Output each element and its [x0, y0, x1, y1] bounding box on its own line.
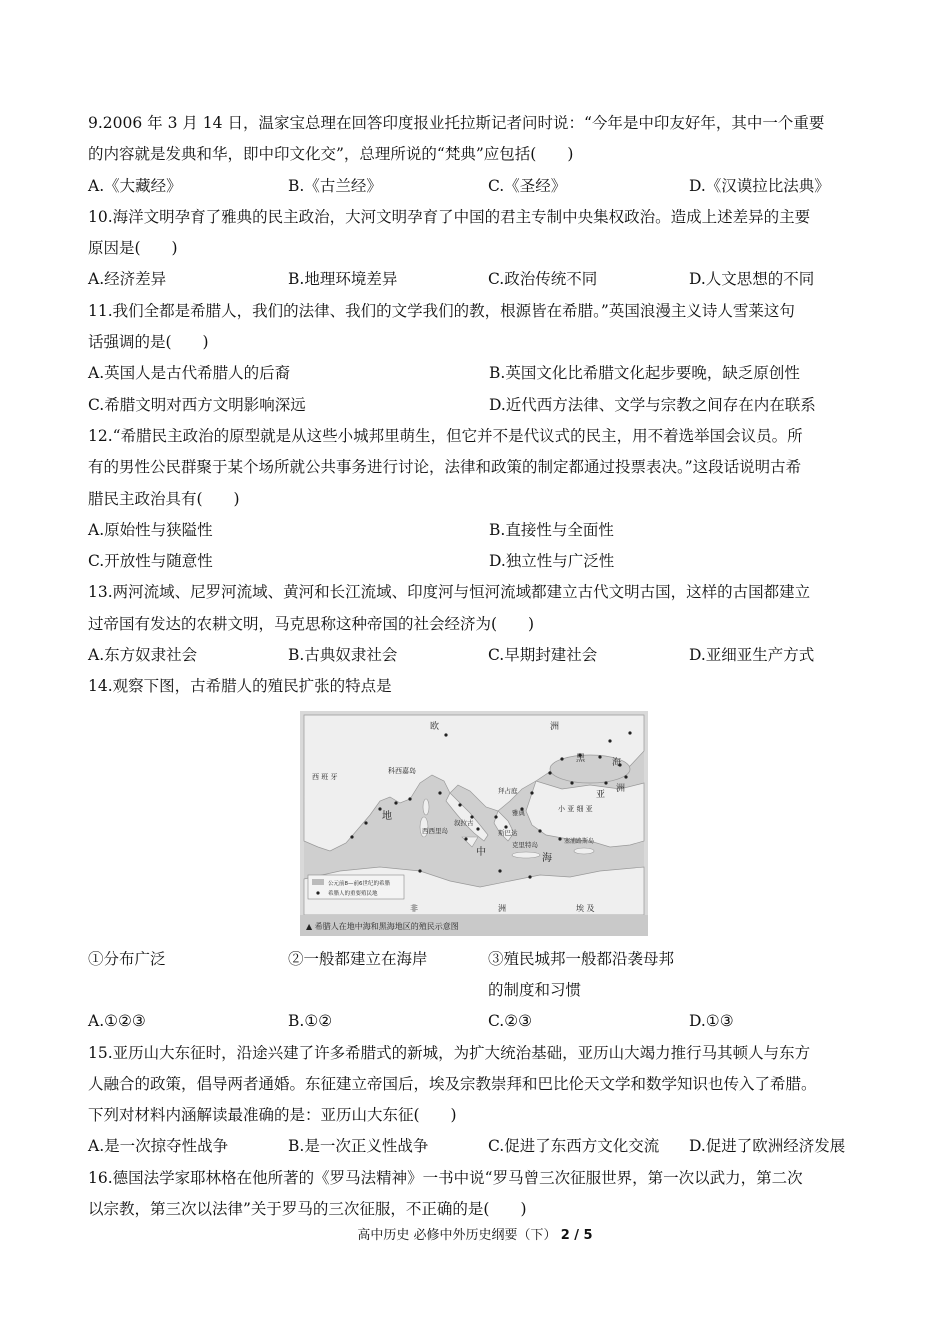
label-corsica: 科西嘉岛 [388, 766, 416, 775]
q9-option-c: C.《圣经》 [488, 176, 567, 195]
q14-line1: 14.观察下图，古希腊人的殖民扩张的特点是 [88, 677, 392, 696]
q12-option-c: C.开放性与随意性 [88, 552, 213, 571]
q13-option-c: C.早期封建社会 [488, 646, 598, 665]
q12-options-row2 [88, 546, 868, 577]
q13-line2: 过帝国有发达的农耕文明，马克思称这种帝国的社会经济为( ) [88, 614, 535, 633]
q14-option-a: A.①②③ [88, 1012, 146, 1031]
q15-option-d: D.促进了欧洲经济发展 [689, 1137, 846, 1156]
q12-options-row1 [88, 515, 868, 546]
label-crete: 克里特岛 [512, 840, 538, 849]
label-black-sea1: 黑 [576, 753, 586, 764]
label-asia1: 亚 [596, 789, 606, 800]
footer-title: 高中历史 必修中外历史纲要（下） [357, 1228, 557, 1243]
q15-line1: 15.亚历山大东征时，沿途兴建了许多希腊式的新城，为扩大统治基础，亚历山大竭力推行马其顿人与东方 [88, 1043, 811, 1062]
q10-option-b: B.地理环境差异 [288, 270, 398, 289]
q11-option-c: C.希腊文明对西方文明影响深远 [88, 395, 306, 414]
q11-line2: 话强调的是( ) [88, 333, 209, 352]
q11-line1: 11.我们全都是希腊人，我们的法律、我们的文学我们的教，根源皆在希腊。”英国浪漫主义诗人雪莱这句 [88, 301, 795, 320]
label-cyprus: 塞浦路斯岛 [564, 837, 595, 845]
q10-options [88, 264, 868, 295]
q13-option-a: A.东方奴隶社会 [88, 646, 198, 665]
q12-line2: 有的男性公民群聚于某个场所就公共事务进行讨论，法律和政策的制定都通过投票表决。”这段话说明古希 [88, 458, 802, 477]
q12-line1: 12.“希腊民主政治的原型就是从这些小城邦里萌生，但它并不是代议式的民主，用不着选举国会议员。所 [88, 426, 803, 445]
q9-line2: 的内容就是发典和华，即中印文化交”，总理所说的“梵典”应包括( ) [88, 145, 574, 164]
page-footer [0, 1224, 950, 1243]
q15-options [88, 1131, 868, 1162]
q10-option-d: D.人文思想的不同 [689, 270, 815, 289]
q15-option-a: A.是一次掠夺性战争 [88, 1137, 229, 1156]
q10-option-a: A.经济差异 [88, 270, 167, 289]
legend-item-1: 公元前8—前6世纪的希腊 [328, 880, 390, 887]
label-egypt: 埃 及 [576, 903, 595, 913]
q10-option-c: C.政治传统不同 [488, 270, 598, 289]
label-med3: 海 [542, 852, 552, 864]
label-spain: 西 班 牙 [312, 772, 338, 781]
q15-line3: 下列对材料内涵解读最准确的是：亚历山大东征( ) [88, 1106, 457, 1125]
q14-choice-1: ①分布广泛 [88, 949, 166, 968]
q9-option-d: D.《汉谟拉比法典》 [689, 176, 830, 195]
q14-choices [88, 944, 868, 1007]
q12-option-a: A.原始性与狭隘性 [88, 520, 213, 539]
q13-options [88, 640, 868, 671]
label-black-sea2: 海 [612, 757, 622, 768]
exam-page [88, 108, 868, 1225]
legend-swatch-area [312, 879, 324, 885]
label-sicily: 西西里岛 [422, 826, 448, 835]
q12-option-b: B.直接性与全面性 [489, 520, 614, 539]
label-athens: 雅典 [512, 808, 525, 817]
q16-line2: 以宗教，第三次以法律”关于罗马的三次征服，不正确的是( ) [88, 1200, 527, 1219]
q13-line1: 13.两河流域、尼罗河流域、黄河和长江流域、印度河与恒河流域都建立古代文明古国，这样的古国都建立 [88, 583, 811, 602]
q11-options-row1 [88, 358, 868, 389]
label-europe2: 洲 [550, 721, 560, 732]
q9-line1: 9.2006 年 3 月 14 日，温家宝总理在回答印度报业托拉斯记者问时说：“今年是中印友好年，其中一个重要 [88, 114, 825, 132]
crete-island [512, 852, 540, 858]
q14-choice-3: ③殖民城邦一般都沿袭母邦的制度和习惯 [488, 949, 675, 999]
label-sparta: 斯巴达 [498, 828, 518, 837]
legend-swatch-dot [316, 891, 319, 894]
label-asia-minor: 小 亚 细 亚 [558, 804, 593, 813]
q15-option-c: C.促进了东西方文化交流 [488, 1137, 660, 1156]
q14-option-d: D.①③ [689, 1012, 734, 1031]
q11-options-row2 [88, 390, 868, 421]
q14-options [88, 1006, 868, 1037]
q9-option-a: A.《大藏经》 [88, 176, 182, 195]
corsica-island [423, 799, 429, 815]
q11-option-a: A.英国人是古代希腊人的后裔 [88, 364, 291, 383]
q14-option-b: B.①② [288, 1012, 333, 1031]
q10-line1: 10.海洋文明孕育了雅典的民主政治，大河文明孕育了中国的君主专制中央集权政治。造成上述差异的主要 [88, 207, 811, 226]
label-europe1: 欧 [430, 721, 440, 732]
q16-line1: 16.德国法学家耶林格在他所著的《罗马法精神》一书中说“罗马曾三次征服世界，第一次以武力，第二次 [88, 1168, 803, 1187]
q9-options [88, 171, 868, 202]
label-byzantium: 拜占庭 [498, 786, 518, 795]
q15-option-b: B.是一次正义性战争 [288, 1137, 429, 1156]
q9-option-b: B.《古兰经》 [288, 176, 382, 195]
q15-line2: 人融合的政策，倡导两者通婚。东征建立帝国后，埃及宗教崇拜和巴比伦天文学和数学知识也传入了希腊。 [88, 1074, 817, 1093]
label-asia2: 洲 [616, 783, 626, 794]
label-med1: 地 [382, 810, 392, 822]
label-med2: 中 [476, 846, 486, 858]
map-caption: ▲ 希腊人在地中海和黑海地区的殖民示意图 [306, 921, 459, 931]
q11-option-b: B.英国文化比希腊文化起步要晚，缺乏原创性 [489, 364, 800, 383]
label-africa2: 洲 [498, 903, 506, 913]
q13-option-b: B.古典奴隶社会 [288, 646, 398, 665]
cyprus-island [574, 848, 594, 854]
q14-option-c: C.②③ [488, 1012, 533, 1031]
q10-line2: 原因是( ) [88, 239, 178, 258]
label-africa1: 非 [410, 903, 418, 913]
map-svg [300, 711, 648, 936]
label-syracuse: 叙拉古 [454, 818, 474, 827]
legend-item-2: 希腊人的重要殖民地 [328, 890, 378, 897]
q13-option-d: D.亚细亚生产方式 [689, 646, 815, 665]
colonization-map [300, 711, 648, 936]
q11-option-d: D.近代西方法律、文学与宗教之间存在内在联系 [489, 395, 816, 414]
q14-choice-2: ②一般都建立在海岸 [288, 949, 428, 968]
q12-option-d: D.独立性与广泛性 [489, 552, 615, 571]
q12-line3: 腊民主政治具有( ) [88, 489, 240, 508]
page-number: 2 / 5 [560, 1228, 593, 1243]
